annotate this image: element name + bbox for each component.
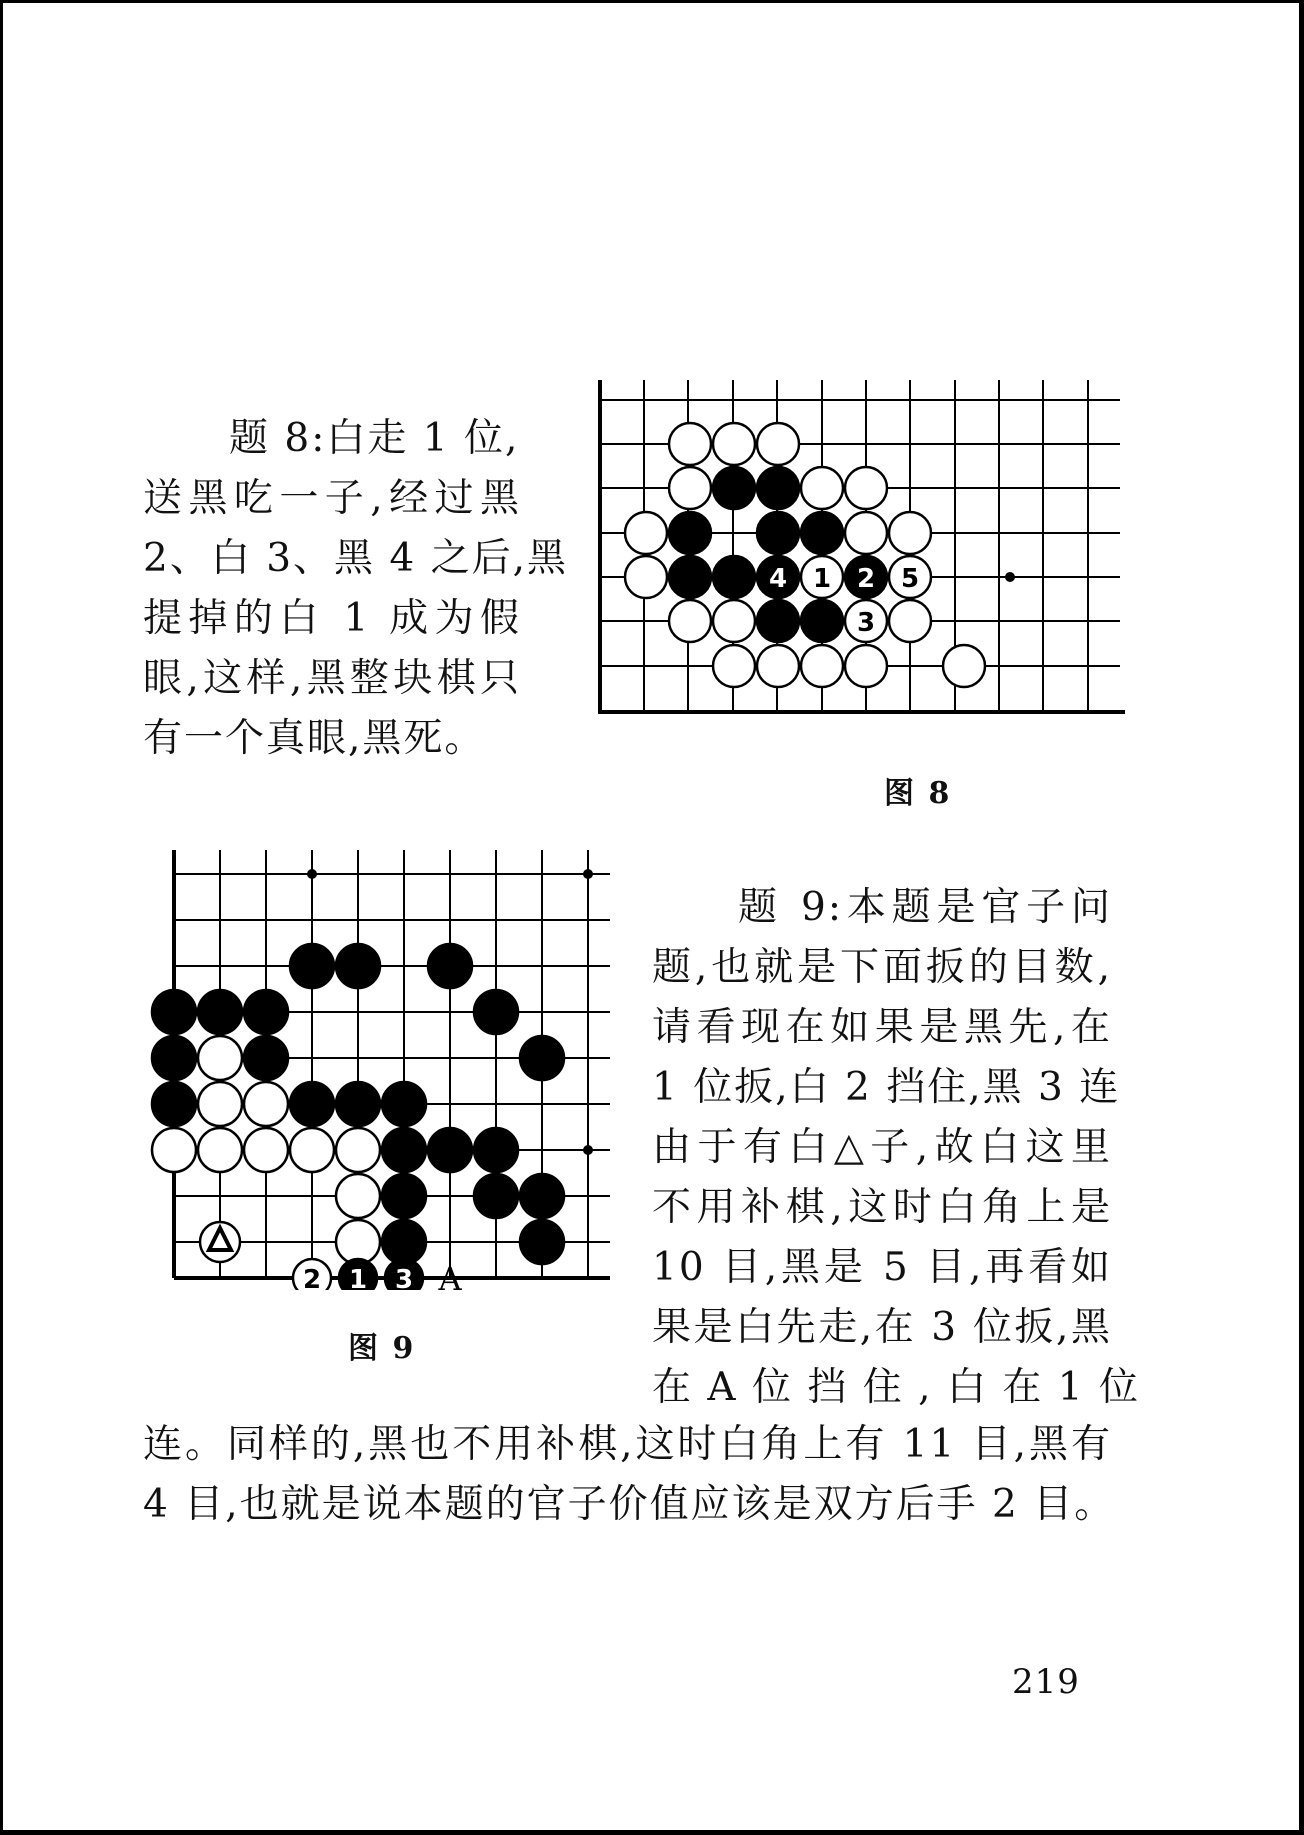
figure-8-caption: 图 8 bbox=[884, 776, 952, 811]
go-diagram-9 bbox=[150, 850, 620, 1290]
problem-9-line-6: 不用补棋,这时白角上是 bbox=[652, 1185, 1112, 1230]
problem-9-line-8: 果是白先走,在 3 位扳,黑 bbox=[652, 1305, 1112, 1350]
figure-9-caption: 图 9 bbox=[348, 1331, 416, 1366]
problem-9-line-4: 1 位扳,白 2 挡住,黑 3 连 bbox=[652, 1065, 1121, 1110]
problem-9-line-5: 由于有白△子,故白这里 bbox=[652, 1125, 1112, 1170]
problem-8-line-1: 题 8:白走 1 位, bbox=[229, 416, 520, 461]
problem-9-line-7: 10 目,黑是 5 目,再看如 bbox=[652, 1245, 1112, 1290]
move-4-label: 4 bbox=[768, 564, 788, 594]
move-1-label: 1 bbox=[348, 1265, 368, 1290]
move-3-label: 3 bbox=[394, 1265, 414, 1290]
move-2-label: 2 bbox=[302, 1265, 322, 1290]
problem-9-line-2: 题,也就是下面扳的目数, bbox=[652, 945, 1112, 990]
move-1-label: 1 bbox=[812, 564, 832, 594]
problem-9-line-1: 题 9:本题是官子问 bbox=[738, 885, 1112, 930]
problem-8-line-3: 2、白 3、黑 4 之后,黑 bbox=[143, 536, 569, 581]
problem-9-line-9: 在 A 位 挡 住 , 白 在 1 位 bbox=[652, 1365, 1140, 1410]
point-a-label: A bbox=[438, 1260, 462, 1290]
problem-8-line-2: 送黑吃一子,经过黑 bbox=[143, 476, 521, 521]
problem-9-bottom-line-1: 连。同样的,黑也不用补棋,这时白角上有 11 目,黑有 bbox=[143, 1422, 1112, 1467]
move-3-label: 3 bbox=[856, 608, 876, 638]
problem-8-line-4: 提掉的白 1 成为假 bbox=[143, 596, 521, 641]
go-diagram-8 bbox=[590, 380, 1130, 725]
problem-9-text bbox=[652, 878, 1140, 1418]
problem-9-line-3: 请看现在如果是黑先,在 bbox=[652, 1005, 1112, 1050]
problem-9-continuation bbox=[143, 1415, 1116, 1535]
move-2-label: 2 bbox=[856, 564, 876, 594]
move-5-label: 5 bbox=[900, 564, 920, 594]
problem-8-line-5: 眼,这样,黑整块棋只 bbox=[143, 656, 521, 701]
problem-8-text bbox=[143, 409, 569, 769]
problem-9-bottom-line-2: 4 目,也就是说本题的官子价值应该是双方后手 2 目。 bbox=[143, 1482, 1116, 1527]
page-number: 219 bbox=[1012, 1662, 1080, 1702]
problem-8-line-6: 有一个真眼,黑死。 bbox=[143, 716, 486, 761]
